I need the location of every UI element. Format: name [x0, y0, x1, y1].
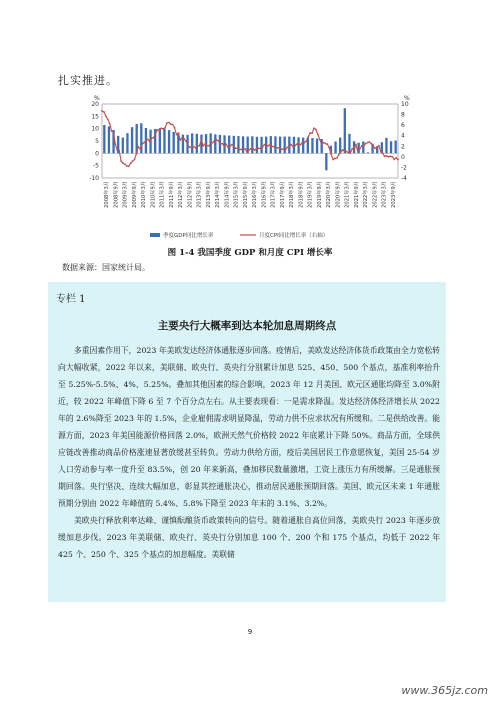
cpi-point: [397, 159, 399, 161]
cpi-point: [227, 146, 229, 148]
gdp-bar: [242, 136, 244, 153]
cpi-point: [349, 152, 351, 154]
cpi-point: [187, 144, 189, 146]
right-tick-label: 8: [401, 111, 405, 119]
cpi-point: [156, 129, 158, 131]
cpi-point: [250, 148, 252, 150]
gdp-bar: [122, 138, 124, 154]
x-tick-label: 2012年3月: [178, 181, 185, 208]
cpi-point: [166, 122, 168, 124]
right-tick-label: 10: [401, 101, 409, 108]
cpi-point: [176, 134, 178, 136]
cpi-point: [326, 143, 328, 145]
cpi-point: [181, 137, 183, 139]
right-tick-label: 0: [401, 153, 405, 161]
cpi-point: [357, 151, 359, 153]
cpi-point: [344, 150, 346, 152]
cpi-point: [304, 142, 306, 144]
column-label: 专栏 1: [56, 294, 86, 305]
cpi-point: [267, 145, 269, 147]
cpi-point: [107, 118, 109, 120]
cpi-point: [204, 143, 206, 145]
gdp-bar: [159, 128, 161, 153]
cpi-point: [368, 141, 370, 143]
cpi-point: [271, 145, 273, 147]
x-tick-label: 2016年3月: [252, 181, 259, 208]
cpi-point: [279, 148, 281, 150]
cpi-point: [380, 151, 382, 153]
cpi-point: [273, 146, 275, 148]
cpi-point: [111, 130, 113, 132]
x-tick-label: 2009年3月: [122, 181, 129, 208]
x-tick-label: 2015年9月: [242, 181, 249, 208]
cpi-point: [118, 150, 120, 152]
gdp-bar: [367, 152, 369, 153]
cpi-point: [281, 149, 283, 151]
x-tick-label: 2014年3月: [215, 181, 222, 208]
left-tick-label: -10: [89, 175, 99, 182]
cpi-point: [139, 148, 141, 150]
x-tick-label: 2023年9月: [390, 181, 397, 208]
cpi-point: [101, 110, 103, 112]
cpi-point: [269, 144, 271, 146]
cpi-point: [384, 155, 386, 157]
x-tick-label: 2019年3月: [307, 181, 314, 208]
cpi-point: [296, 143, 298, 145]
legend-cpi-label: 月度CPI同比增长率（右轴）: [259, 233, 329, 239]
left-tick-label: 0: [95, 150, 99, 158]
x-tick-label: 2018年9月: [298, 181, 305, 208]
x-tick-label: 2008年3月: [104, 181, 111, 208]
gdp-bar: [311, 138, 313, 153]
cpi-point: [334, 158, 336, 160]
cpi-point: [252, 148, 254, 150]
cpi-point: [162, 128, 164, 130]
cpi-point: [395, 157, 397, 159]
cpi-point: [143, 142, 145, 144]
x-tick-label: 2021年9月: [353, 181, 360, 208]
intro-line: 扎实推进。: [58, 74, 118, 87]
cpi-point: [363, 145, 365, 147]
cpi-point: [330, 153, 332, 155]
cpi-point: [113, 132, 115, 134]
cpi-point: [235, 148, 237, 150]
cpi-point: [256, 148, 258, 150]
x-tick-label: 2013年3月: [196, 181, 203, 208]
cpi-point: [200, 139, 202, 141]
x-tick-label: 2012年9月: [187, 181, 194, 208]
cpi-point: [158, 130, 160, 132]
x-tick-label: 2023年3月: [381, 181, 388, 208]
cpi-point: [193, 146, 195, 148]
cpi-point: [120, 160, 122, 162]
x-tick-label: 2015年3月: [233, 181, 240, 208]
cpi-point: [374, 148, 376, 150]
cpi-point: [292, 145, 294, 147]
x-tick-label: 2018年3月: [289, 181, 296, 208]
right-axis-unit: %: [404, 95, 410, 102]
gdp-bar: [163, 129, 165, 154]
cpi-point: [130, 162, 132, 164]
cpi-point: [286, 146, 288, 148]
gdp-bar: [297, 137, 299, 153]
site-watermark: www.365jz.com: [401, 684, 488, 697]
cpi-point: [197, 145, 199, 147]
x-tick-label: 2008年9月: [113, 181, 120, 208]
cpi-point: [229, 145, 231, 147]
cpi-point: [214, 140, 216, 142]
cpi-point: [237, 148, 239, 150]
cpi-point: [347, 152, 349, 154]
x-tick-label: 2009年9月: [131, 181, 138, 208]
cpi-point: [164, 127, 166, 129]
cpi-point: [124, 163, 126, 165]
cpi-point: [311, 132, 313, 134]
column-body: [58, 342, 440, 563]
gdp-bar: [260, 137, 262, 154]
cpi-point: [290, 144, 292, 146]
cpi-point: [355, 144, 357, 146]
cpi-point: [248, 149, 250, 151]
cpi-point: [353, 148, 355, 150]
gdp-bar: [168, 130, 170, 153]
gdp-bar: [103, 125, 105, 153]
cpi-point: [160, 127, 162, 129]
cpi-point: [149, 141, 151, 143]
cpi-point: [346, 151, 348, 153]
gdp-bar: [191, 133, 193, 153]
cpi-point: [388, 156, 390, 158]
cpi-point: [174, 127, 176, 129]
gdp-bar: [108, 126, 110, 153]
x-tick-label: 2011年9月: [168, 181, 175, 208]
cpi-point: [179, 139, 181, 141]
x-tick-label: 2013年9月: [205, 181, 212, 208]
column-paragraph: 多重因素作用下，2023 年美欧发达经济体通胀逐步回落。疫情后，美欧发达经济体货币政策由全力宽松转向大幅收紧，2022 年以来，美联储、欧央行、英央行分别累计加息 525、450、500 个基点，基准利率抬升至 5.25%-5.5%、4%、5.25%。叠加其他因素的综合影响，2023 年 12 月美国、欧元区通胀均降至 3.0%附近，较 2022 年峰值下降 6 至 7 个百分点左右。从主要表现看：一是需求降温。发达经济体经济增长从 2022 年的 2.6%降至 2023 年的 1.5%，企业雇佣需求明显降温，劳动力供不应求状况有所缓和。二是供给改善。能源方面，2023 年美国能源价格回落 2.0%，欧洲天然气价格较 2022 年底累计下降 50%。商品方面，全球供应链改善推动商品价格涨速显著放缓甚至转负。劳动力供给方面，疫后美国居民工作意愿恢复，美国 25-54 岁人口劳动参与率一度升至 83.5%，创 20 年来新高，叠加移民数量激增，工资上涨压力有所缓解。三是通胀预期回落。央行坚决、连续大幅加息，彰显其控通胀决心，推动居民通胀预期回落。美国、欧元区未来 1 年通胀预期分别由 2022 年峰值的 5.4%、5.8%下降至 2023 年末的 3.1%、3.2%。: [58, 346, 440, 508]
left-tick-label: 10: [91, 125, 99, 133]
gdp-bar: [385, 138, 387, 154]
gdp-bar: [316, 139, 318, 154]
x-tick-label: 2010年3月: [141, 181, 148, 208]
cpi-point: [147, 139, 149, 141]
cpi-point: [319, 139, 321, 141]
cpi-point: [254, 149, 256, 151]
cpi-point: [231, 144, 233, 146]
cpi-point: [294, 145, 296, 147]
cpi-point: [305, 140, 307, 142]
x-tick-label: 2021年3月: [344, 181, 351, 208]
cpi-point: [135, 153, 137, 155]
cpi-point: [242, 148, 244, 150]
cpi-point: [225, 143, 227, 145]
cpi-point: [372, 145, 374, 147]
cpi-point: [328, 147, 330, 149]
cpi-point: [262, 146, 264, 148]
cpi-point: [195, 147, 197, 149]
cpi-point: [309, 132, 311, 134]
cpi-point: [212, 142, 214, 144]
cpi-point: [172, 124, 174, 126]
gdp-bar: [126, 133, 128, 153]
gdp-bar: [228, 136, 230, 154]
x-tick-label: 2020年9月: [335, 181, 342, 208]
gdp-bar: [214, 134, 216, 153]
gdp-bar: [302, 138, 304, 154]
x-tick-label: 2022年3月: [363, 181, 370, 208]
cpi-point: [141, 143, 143, 145]
cpi-point: [338, 154, 340, 156]
cpi-point: [177, 132, 179, 134]
gdp-bar: [395, 141, 397, 154]
cpi-point: [284, 149, 286, 151]
x-tick-label: 2017年3月: [270, 181, 277, 208]
cpi-point: [233, 145, 235, 147]
x-tick-label: 2010年9月: [150, 181, 157, 208]
cpi-point: [114, 143, 116, 145]
x-tick-label: 2020年3月: [326, 181, 333, 208]
cpi-point: [298, 143, 300, 145]
cpi-point: [103, 111, 105, 113]
cpi-point: [221, 143, 223, 145]
cpi-point: [134, 159, 136, 161]
cpi-point: [191, 145, 193, 147]
page-number: 9: [247, 628, 253, 636]
data-source: 数据来源：国家统计局。: [62, 263, 150, 272]
cpi-point: [151, 137, 153, 139]
gdp-cpi-chart: [80, 92, 420, 244]
cpi-point: [185, 140, 187, 142]
cpi-point: [122, 162, 124, 164]
x-tick-label: 2011年3月: [159, 181, 166, 208]
cpi-point: [137, 146, 139, 148]
cpi-point: [206, 145, 208, 147]
legend-gdp-label: 季度GDP同比增长率: [163, 233, 214, 239]
cpi-point: [315, 128, 317, 130]
right-tick-label: 2: [401, 143, 405, 151]
cpi-point: [168, 122, 170, 124]
x-tick-label: 2014年9月: [224, 181, 231, 208]
cpi-point: [109, 123, 111, 125]
x-tick-label: 2016年9月: [261, 181, 268, 208]
cpi-point: [258, 148, 260, 150]
cpi-point: [288, 146, 290, 148]
left-tick-label: 5: [95, 138, 99, 145]
figure-caption: 图 1-4 我国季度 GDP 和月度 CPI 增长率: [167, 248, 333, 258]
right-tick-label: 6: [401, 122, 405, 130]
cpi-point: [189, 146, 191, 148]
gdp-bar: [274, 136, 276, 153]
cpi-point: [132, 160, 134, 162]
cpi-point: [198, 145, 200, 147]
cpi-point: [359, 148, 361, 150]
cpi-point: [386, 155, 388, 157]
cpi-point: [336, 157, 338, 159]
left-tick-label: 20: [91, 101, 99, 108]
cpi-point: [216, 139, 218, 141]
cpi-point: [307, 136, 309, 138]
left-axis-unit: %: [94, 95, 100, 102]
cpi-point: [208, 145, 210, 147]
cpi-point: [275, 146, 277, 148]
gdp-bar: [196, 134, 198, 153]
cpi-point: [265, 144, 267, 146]
cpi-point: [220, 143, 222, 145]
cpi-point: [342, 149, 344, 151]
cpi-point: [325, 143, 327, 145]
x-tick-label: 2017年9月: [279, 181, 286, 208]
left-tick-label: 15: [91, 113, 99, 121]
gdp-bar: [334, 141, 336, 153]
cpi-point: [153, 137, 155, 139]
cpi-point: [223, 145, 225, 147]
cpi-point: [244, 148, 246, 150]
gdp-bar: [325, 153, 327, 170]
cpi-point: [340, 151, 342, 153]
gdp-bar: [131, 127, 133, 153]
legend-gdp-swatch: [150, 233, 160, 237]
cpi-point: [302, 141, 304, 143]
x-tick-label: 2022年9月: [372, 181, 379, 208]
cpi-point: [393, 159, 395, 161]
cpi-point: [277, 147, 279, 149]
cpi-point: [241, 149, 243, 151]
cpi-point: [370, 143, 372, 145]
cpi-point: [391, 156, 393, 158]
cpi-point: [376, 146, 378, 148]
gdp-bar: [237, 136, 239, 153]
cpi-point: [218, 140, 220, 142]
cpi-point: [126, 165, 128, 167]
right-tick-label: -4: [401, 175, 407, 182]
left-tick-label: -5: [93, 162, 99, 170]
column-paragraph: 美欧央行释放利率达峰、谨慎酝酿货币政策转向的信号。随着通胀自高位回落，美欧央行 2023 年逐步放缓加息步伐。2023 年美联储、欧央行、英央行分别加息 100 个、200 个和 175 个基点，均低于 2022 年 425 个、250 个、325 个基点的加息幅度。美联储: [58, 516, 440, 559]
cpi-point: [313, 127, 315, 129]
cpi-point: [389, 155, 391, 157]
cpi-point: [105, 115, 107, 117]
cpi-point: [378, 145, 380, 147]
gdp-bar: [173, 132, 175, 153]
gdp-bar: [251, 136, 253, 153]
right-tick-label: 4: [401, 132, 405, 140]
column-title: 主要央行大概率到达本轮加息周期终点: [157, 320, 337, 332]
cpi-point: [145, 140, 147, 142]
cpi-point: [323, 142, 325, 144]
cpi-point: [246, 152, 248, 154]
gdp-bar: [279, 137, 281, 154]
cpi-point: [263, 144, 265, 146]
cpi-point: [239, 149, 241, 151]
gdp-bar: [256, 137, 258, 154]
cpi-point: [260, 148, 262, 150]
cpi-point: [170, 123, 172, 125]
cpi-point: [210, 142, 212, 144]
cpi-point: [183, 138, 185, 140]
gdp-bar: [362, 141, 364, 153]
cpi-point: [283, 148, 285, 150]
cpi-point: [361, 145, 363, 147]
cpi-point: [367, 142, 369, 144]
cpi-point: [128, 165, 130, 167]
cpi-point: [321, 143, 323, 145]
gdp-bar: [390, 141, 392, 153]
cpi-point: [351, 148, 353, 150]
x-tick-label: 2019年9月: [316, 181, 323, 208]
gdp-bar: [344, 108, 346, 153]
cpi-point: [116, 150, 118, 152]
cpi-point: [365, 143, 367, 145]
cpi-point: [202, 145, 204, 147]
cpi-point: [382, 152, 384, 154]
cpi-point: [317, 133, 319, 135]
gdp-bar: [233, 136, 235, 154]
cpi-point: [300, 144, 302, 146]
gdp-bar: [348, 134, 350, 153]
right-tick-label: -2: [401, 164, 407, 172]
cpi-point: [332, 159, 334, 161]
cpi-point: [155, 133, 157, 135]
